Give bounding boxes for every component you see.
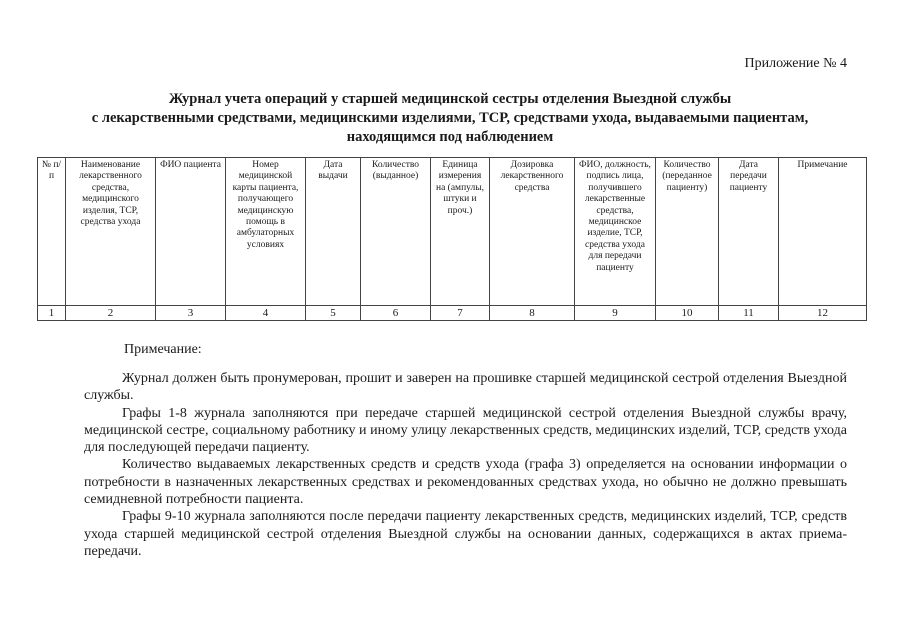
document-title (40, 90, 860, 147)
journal-table (37, 157, 867, 321)
header-cell: Наименование лекарственного средства, медицинского изделия, ТСР, средства ухода (66, 158, 156, 306)
column-number: 2 (66, 306, 156, 321)
note-paragraph: Количество выдаваемых лекарственных средств и средств ухода (графа 3) определяется на основании информации о потребности в назначенных лекарственных средствах и рекомендованных средствах ухода, но обычно не должно превышать семидневной потребности пациента. (84, 457, 847, 508)
header-cell: Единица измерения на (ампулы, штуки и проч.) (431, 158, 490, 306)
header-cell: Количество (переданное пациенту) (656, 158, 719, 306)
header-cell: ФИО, должность, подпись лица, получившего лекарственные средства, медицинское изделие, ТСР, средства ухода для передачи пациенту (575, 158, 656, 306)
column-number: 9 (575, 306, 656, 321)
header-cell: Примечание (779, 158, 867, 306)
header-cell: Дата передачи пациенту (719, 158, 779, 306)
table-header-row (38, 158, 867, 306)
title-line-3: находящимся под наблюдением (346, 129, 554, 145)
header-cell: № п/п (38, 158, 66, 306)
column-number: 3 (156, 306, 226, 321)
header-cell: Номер медицинской карты пациента, получающего медицинскую помощь в амбулаторных условиях (226, 158, 306, 306)
appendix-label: Приложение № 4 (744, 56, 847, 71)
header-cell: Дата выдачи (306, 158, 361, 306)
note-paragraph: Графы 9-10 журнала заполняются после передачи пациенту лекарственных средств, медицинских изделий, ТСР, средств ухода старшей медицинской сестрой отделения Выездной службы на основании данных, содержащихся в актах приема-передачи. (84, 509, 847, 559)
column-number: 1 (38, 306, 66, 321)
header-cell: Дозировка лекарственного средства (490, 158, 575, 306)
column-number: 11 (719, 306, 779, 321)
note-paragraph: Графы 1-8 журнала заполняются при передаче старшей медицинской сестрой отделения Выездной службы врачу, медицинской сестре, социальному работнику и иному улицу лекарственных средств, медицинских изделий, ТСР, средств ухода для последующей передачи пациенту. (84, 405, 847, 456)
column-number: 7 (431, 306, 490, 321)
column-number: 6 (361, 306, 431, 321)
column-number: 5 (306, 306, 361, 321)
header-cell: Количество (выданное) (361, 158, 431, 306)
table-number-row (38, 306, 867, 321)
title-line-1: Журнал учета операций у старшей медицинской сестры отделения Выездной службы (168, 91, 732, 107)
notes-body (84, 370, 847, 560)
column-number: 12 (779, 306, 867, 321)
title-line-2: с лекарственными средствами, медицинскими изделиями, ТСР, средствами ухода, выдаваемыми пациентам, (91, 110, 809, 126)
column-number: 8 (490, 306, 575, 321)
note-paragraph: Журнал должен быть пронумерован, прошит и заверен на прошивке старшей медицинской сестрой отделения Выездной службы. (84, 371, 847, 404)
notes-title: Примечание: (124, 342, 202, 357)
column-number: 4 (226, 306, 306, 321)
column-number: 10 (656, 306, 719, 321)
header-cell: ФИО пациента (156, 158, 226, 306)
